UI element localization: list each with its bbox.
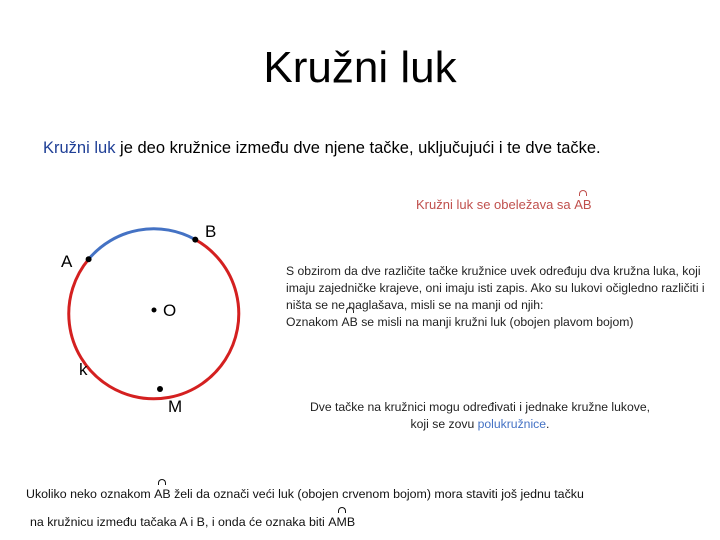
semicircle-term: polukružnice — [477, 417, 547, 431]
label-k: k — [79, 360, 88, 379]
bottom-line1-suffix: želi da označi veći luk (obojen crvenom bojom) mora staviti još jednu tačku — [170, 487, 584, 501]
arc-notation-ab-minor: AB — [341, 315, 358, 329]
notation-label: Kružni luk se obeležava sa — [416, 197, 575, 212]
label-a: A — [61, 252, 73, 271]
minor-arc — [89, 229, 196, 259]
bottom-line1-prefix: Ukoliko neko oznakom — [26, 487, 155, 501]
semicircle-before: Dve tačke na kružnici mogu određivati i jednake kružne lukove, koji se zovu — [309, 400, 651, 431]
explanation-line-suffix: se misli na manji kružni luk (obojen plavom bojom) — [357, 315, 634, 329]
major-arc — [69, 240, 239, 399]
semicircle-text — [300, 399, 660, 433]
arc-notation-amb: AMB — [328, 515, 356, 529]
semicircle-after: . — [546, 417, 550, 431]
point-o — [152, 308, 157, 313]
explanation-line-prefix: Oznakom — [286, 315, 342, 329]
definition-term: Kružni luk — [43, 139, 116, 157]
explanation-text: S obzirom da dve različite tačke kružnice uvek određuju dva kružna luka, koji imaju zajedničke krajeve, oni imaju isti zapis. Ako su lukovi očigledno različiti i ništa se ne naglašava, misli se na manji od njih: — [286, 264, 705, 312]
label-b: B — [205, 222, 217, 241]
bottom-line-1 — [26, 486, 584, 502]
arc-notation-ab: AB — [574, 197, 592, 212]
definition-body: je deo kružnice između dve njene tačke, uključujući i te dve tačke. — [115, 139, 601, 157]
bottom-line-2 — [30, 514, 355, 530]
arc-notation-ab-major: AB — [154, 487, 171, 501]
label-m: M — [168, 397, 183, 416]
point-m — [157, 386, 163, 392]
bottom-line2-prefix: na kružnicu između tačaka A i B, i onda će oznaka biti — [30, 515, 329, 529]
explanation-paragraph — [286, 263, 711, 331]
point-b — [192, 237, 198, 243]
page-title: Kružni luk — [263, 43, 457, 92]
point-a — [86, 256, 92, 262]
label-o: O — [163, 301, 177, 320]
